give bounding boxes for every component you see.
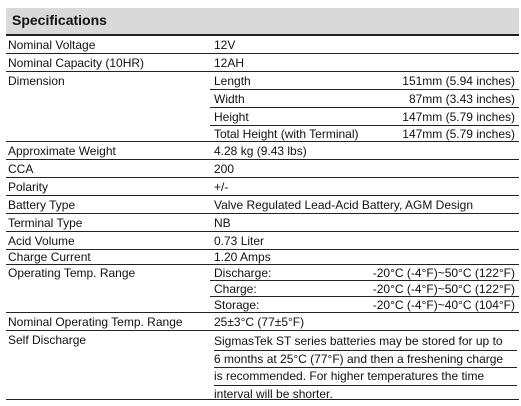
spec-row-nominal-operating-temp	[6, 313, 519, 331]
spec-label: Terminal Type	[8, 216, 83, 230]
self-discharge-line: SigmasTek ST series batteries may be stored for up to	[214, 333, 517, 351]
spec-row-nominal-capacity	[6, 54, 519, 72]
spec-value-cell	[210, 196, 519, 213]
spec-value-cell	[210, 214, 519, 231]
dimension-name: Total Height (with Terminal)	[214, 127, 359, 141]
spec-value-cell	[210, 142, 519, 159]
spec-value: 25±3°C (77±5°F)	[214, 315, 305, 329]
operating-temp-value: -20°C (-4°F)~50°C (122°F)	[372, 282, 515, 296]
spec-value-cell	[210, 72, 519, 141]
spec-label: Polarity	[8, 180, 49, 194]
dimension-name: Width	[214, 92, 245, 106]
spec-row-acid-volume	[6, 232, 519, 250]
spec-value-cell	[210, 250, 519, 264]
spec-value: 1.20 Amps	[214, 250, 271, 264]
spec-value-cell	[210, 331, 519, 399]
dimension-length-row	[210, 72, 519, 90]
dimension-name: Height	[214, 110, 249, 124]
spec-value-cell	[210, 160, 519, 177]
spec-label: Operating Temp. Range	[8, 266, 136, 280]
spec-row-approximate-weight	[6, 142, 519, 160]
spec-value: NB	[214, 216, 231, 230]
self-discharge-paragraph	[214, 333, 517, 402]
dimension-width-row	[210, 90, 519, 108]
dimension-value: 87mm (3.43 inches)	[408, 92, 515, 106]
operating-temp-value: -20°C (-4°F)~50°C (122°F)	[372, 266, 515, 280]
dimension-total-height-row	[210, 126, 519, 141]
spec-label: Battery Type	[8, 198, 76, 212]
self-discharge-line: interval will be shorter.	[214, 386, 333, 401]
spec-value-cell	[210, 178, 519, 195]
spec-value-cell	[210, 265, 519, 312]
page-title: Specifications	[12, 12, 107, 28]
spec-value: Valve Regulated Lead-Acid Battery, AGM Design	[214, 198, 474, 212]
spec-row-polarity	[6, 178, 519, 196]
spec-value-cell	[210, 54, 519, 71]
dimension-value: 147mm (5.79 inches)	[402, 127, 515, 141]
spec-value: 12V	[214, 38, 236, 52]
spec-label: Nominal Capacity (10HR)	[8, 56, 145, 70]
spec-row-self-discharge	[6, 331, 519, 400]
spec-label: Dimension	[8, 74, 65, 88]
spec-row-cca	[6, 160, 519, 178]
spec-label: Nominal Operating Temp. Range	[8, 315, 183, 329]
spec-value-cell	[210, 36, 519, 53]
self-discharge-line: is recommended. For higher temperatures the time	[214, 368, 517, 386]
spec-value: 4.28 kg (9.43 lbs)	[214, 144, 307, 158]
operating-temp-name: Discharge:	[214, 266, 272, 280]
spec-label: Nominal Voltage	[8, 38, 96, 52]
self-discharge-line: 6 months at 25°C (77°F) and then a freshening charge	[214, 351, 517, 369]
spec-value: +/-	[214, 180, 229, 194]
operating-temp-value: -20°C (-4°F)~40°C (104°F)	[372, 298, 515, 312]
spec-label: Approximate Weight	[8, 144, 116, 158]
operating-temp-name: Charge:	[214, 282, 257, 296]
operating-temp-discharge-row	[210, 265, 519, 281]
dimension-height-row	[210, 108, 519, 126]
spec-row-dimension	[6, 72, 519, 142]
spec-value: 200	[214, 162, 235, 176]
spec-value-cell	[210, 232, 519, 249]
spec-label: Self Discharge	[8, 333, 87, 347]
spec-row-terminal-type	[6, 214, 519, 232]
spec-label: CCA	[8, 162, 34, 176]
spec-value: 0.73 Liter	[214, 234, 265, 248]
operating-temp-storage-row	[210, 297, 519, 312]
operating-temp-name: Storage:	[214, 298, 260, 312]
dimension-value: 147mm (5.79 inches)	[402, 110, 515, 124]
spec-value-cell	[210, 313, 519, 330]
spec-value: 12AH	[214, 56, 245, 70]
spec-row-battery-type	[6, 196, 519, 214]
spec-row-operating-temp-range	[6, 265, 519, 313]
specifications-header	[6, 8, 519, 36]
spec-row-nominal-voltage	[6, 36, 519, 54]
spec-row-charge-current	[6, 250, 519, 265]
spec-label: Charge Current	[8, 250, 91, 264]
dimension-name: Length	[214, 74, 251, 88]
dimension-value: 151mm (5.94 inches)	[402, 74, 515, 88]
spec-label: Acid Volume	[8, 234, 75, 248]
operating-temp-charge-row	[210, 281, 519, 297]
